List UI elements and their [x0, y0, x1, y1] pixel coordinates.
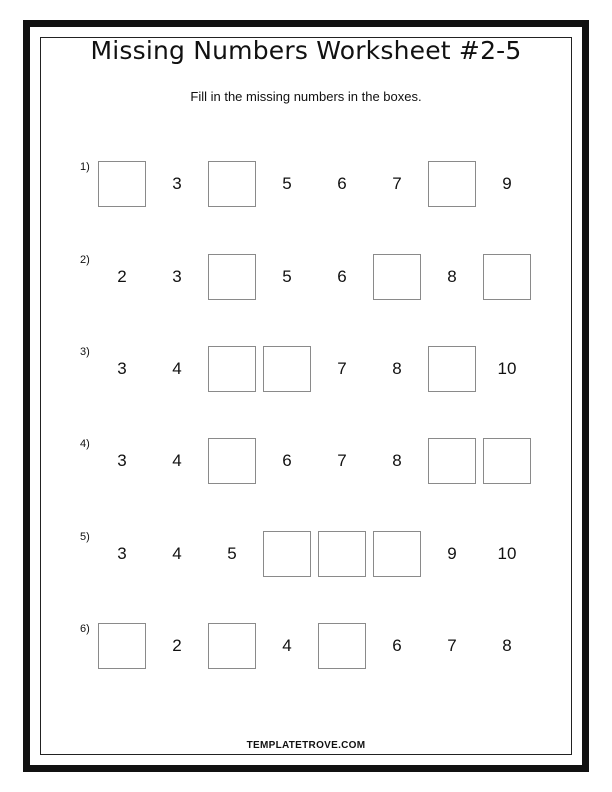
answer-box[interactable]: [208, 346, 256, 392]
answer-box[interactable]: [318, 531, 366, 577]
footer-brand: TEMPLATETROVE.COM: [246, 740, 366, 751]
problem-row: [0, 623, 612, 673]
given-number: 6: [337, 267, 347, 286]
given-number: 3: [172, 267, 182, 286]
given-number: 4: [172, 451, 182, 470]
given-number: 8: [392, 451, 402, 470]
given-number: 3: [172, 174, 182, 193]
answer-box[interactable]: [483, 254, 531, 300]
given-number: 6: [282, 451, 292, 470]
given-number: 4: [172, 544, 182, 563]
answer-box[interactable]: [428, 161, 476, 207]
given-number: 7: [447, 636, 457, 655]
answer-box[interactable]: [373, 254, 421, 300]
given-number: 10: [497, 544, 517, 563]
problem-row: [0, 346, 612, 396]
answer-box[interactable]: [98, 623, 146, 669]
worksheet-instructions: Fill in the missing numbers in the boxes.: [190, 89, 422, 104]
problem-row: [0, 531, 612, 581]
problem-number: 6): [80, 623, 90, 635]
answer-box[interactable]: [263, 531, 311, 577]
problem-number: 5): [80, 531, 90, 543]
answer-box[interactable]: [208, 438, 256, 484]
answer-box[interactable]: [318, 623, 366, 669]
given-number: 9: [447, 544, 457, 563]
given-number: 6: [392, 636, 402, 655]
given-number: 2: [117, 267, 127, 286]
given-number: 5: [227, 544, 237, 563]
given-number: 9: [502, 174, 512, 193]
worksheet-title: Missing Numbers Worksheet #2-5: [90, 36, 522, 65]
given-number: 7: [392, 174, 402, 193]
problem-row: [0, 438, 612, 488]
given-number: 3: [117, 544, 127, 563]
answer-box[interactable]: [428, 438, 476, 484]
problem-row: [0, 161, 612, 211]
given-number: 10: [497, 359, 517, 378]
given-number: 2: [172, 636, 182, 655]
answer-box[interactable]: [428, 346, 476, 392]
answer-box[interactable]: [208, 623, 256, 669]
answer-box[interactable]: [483, 438, 531, 484]
given-number: 7: [337, 451, 347, 470]
answer-box[interactable]: [263, 346, 311, 392]
given-number: 4: [282, 636, 292, 655]
given-number: 8: [502, 636, 512, 655]
given-number: 5: [282, 267, 292, 286]
given-number: 8: [447, 267, 457, 286]
given-number: 3: [117, 359, 127, 378]
answer-box[interactable]: [98, 161, 146, 207]
given-number: 4: [172, 359, 182, 378]
problem-number: 2): [80, 254, 90, 266]
problem-number: 3): [80, 346, 90, 358]
given-number: 5: [282, 174, 292, 193]
answer-box[interactable]: [208, 254, 256, 300]
answer-box[interactable]: [208, 161, 256, 207]
answer-box[interactable]: [373, 531, 421, 577]
given-number: 7: [337, 359, 347, 378]
given-number: 3: [117, 451, 127, 470]
given-number: 6: [337, 174, 347, 193]
problem-number: 4): [80, 438, 90, 450]
problem-row: [0, 254, 612, 304]
given-number: 8: [392, 359, 402, 378]
problem-number: 1): [80, 161, 90, 173]
